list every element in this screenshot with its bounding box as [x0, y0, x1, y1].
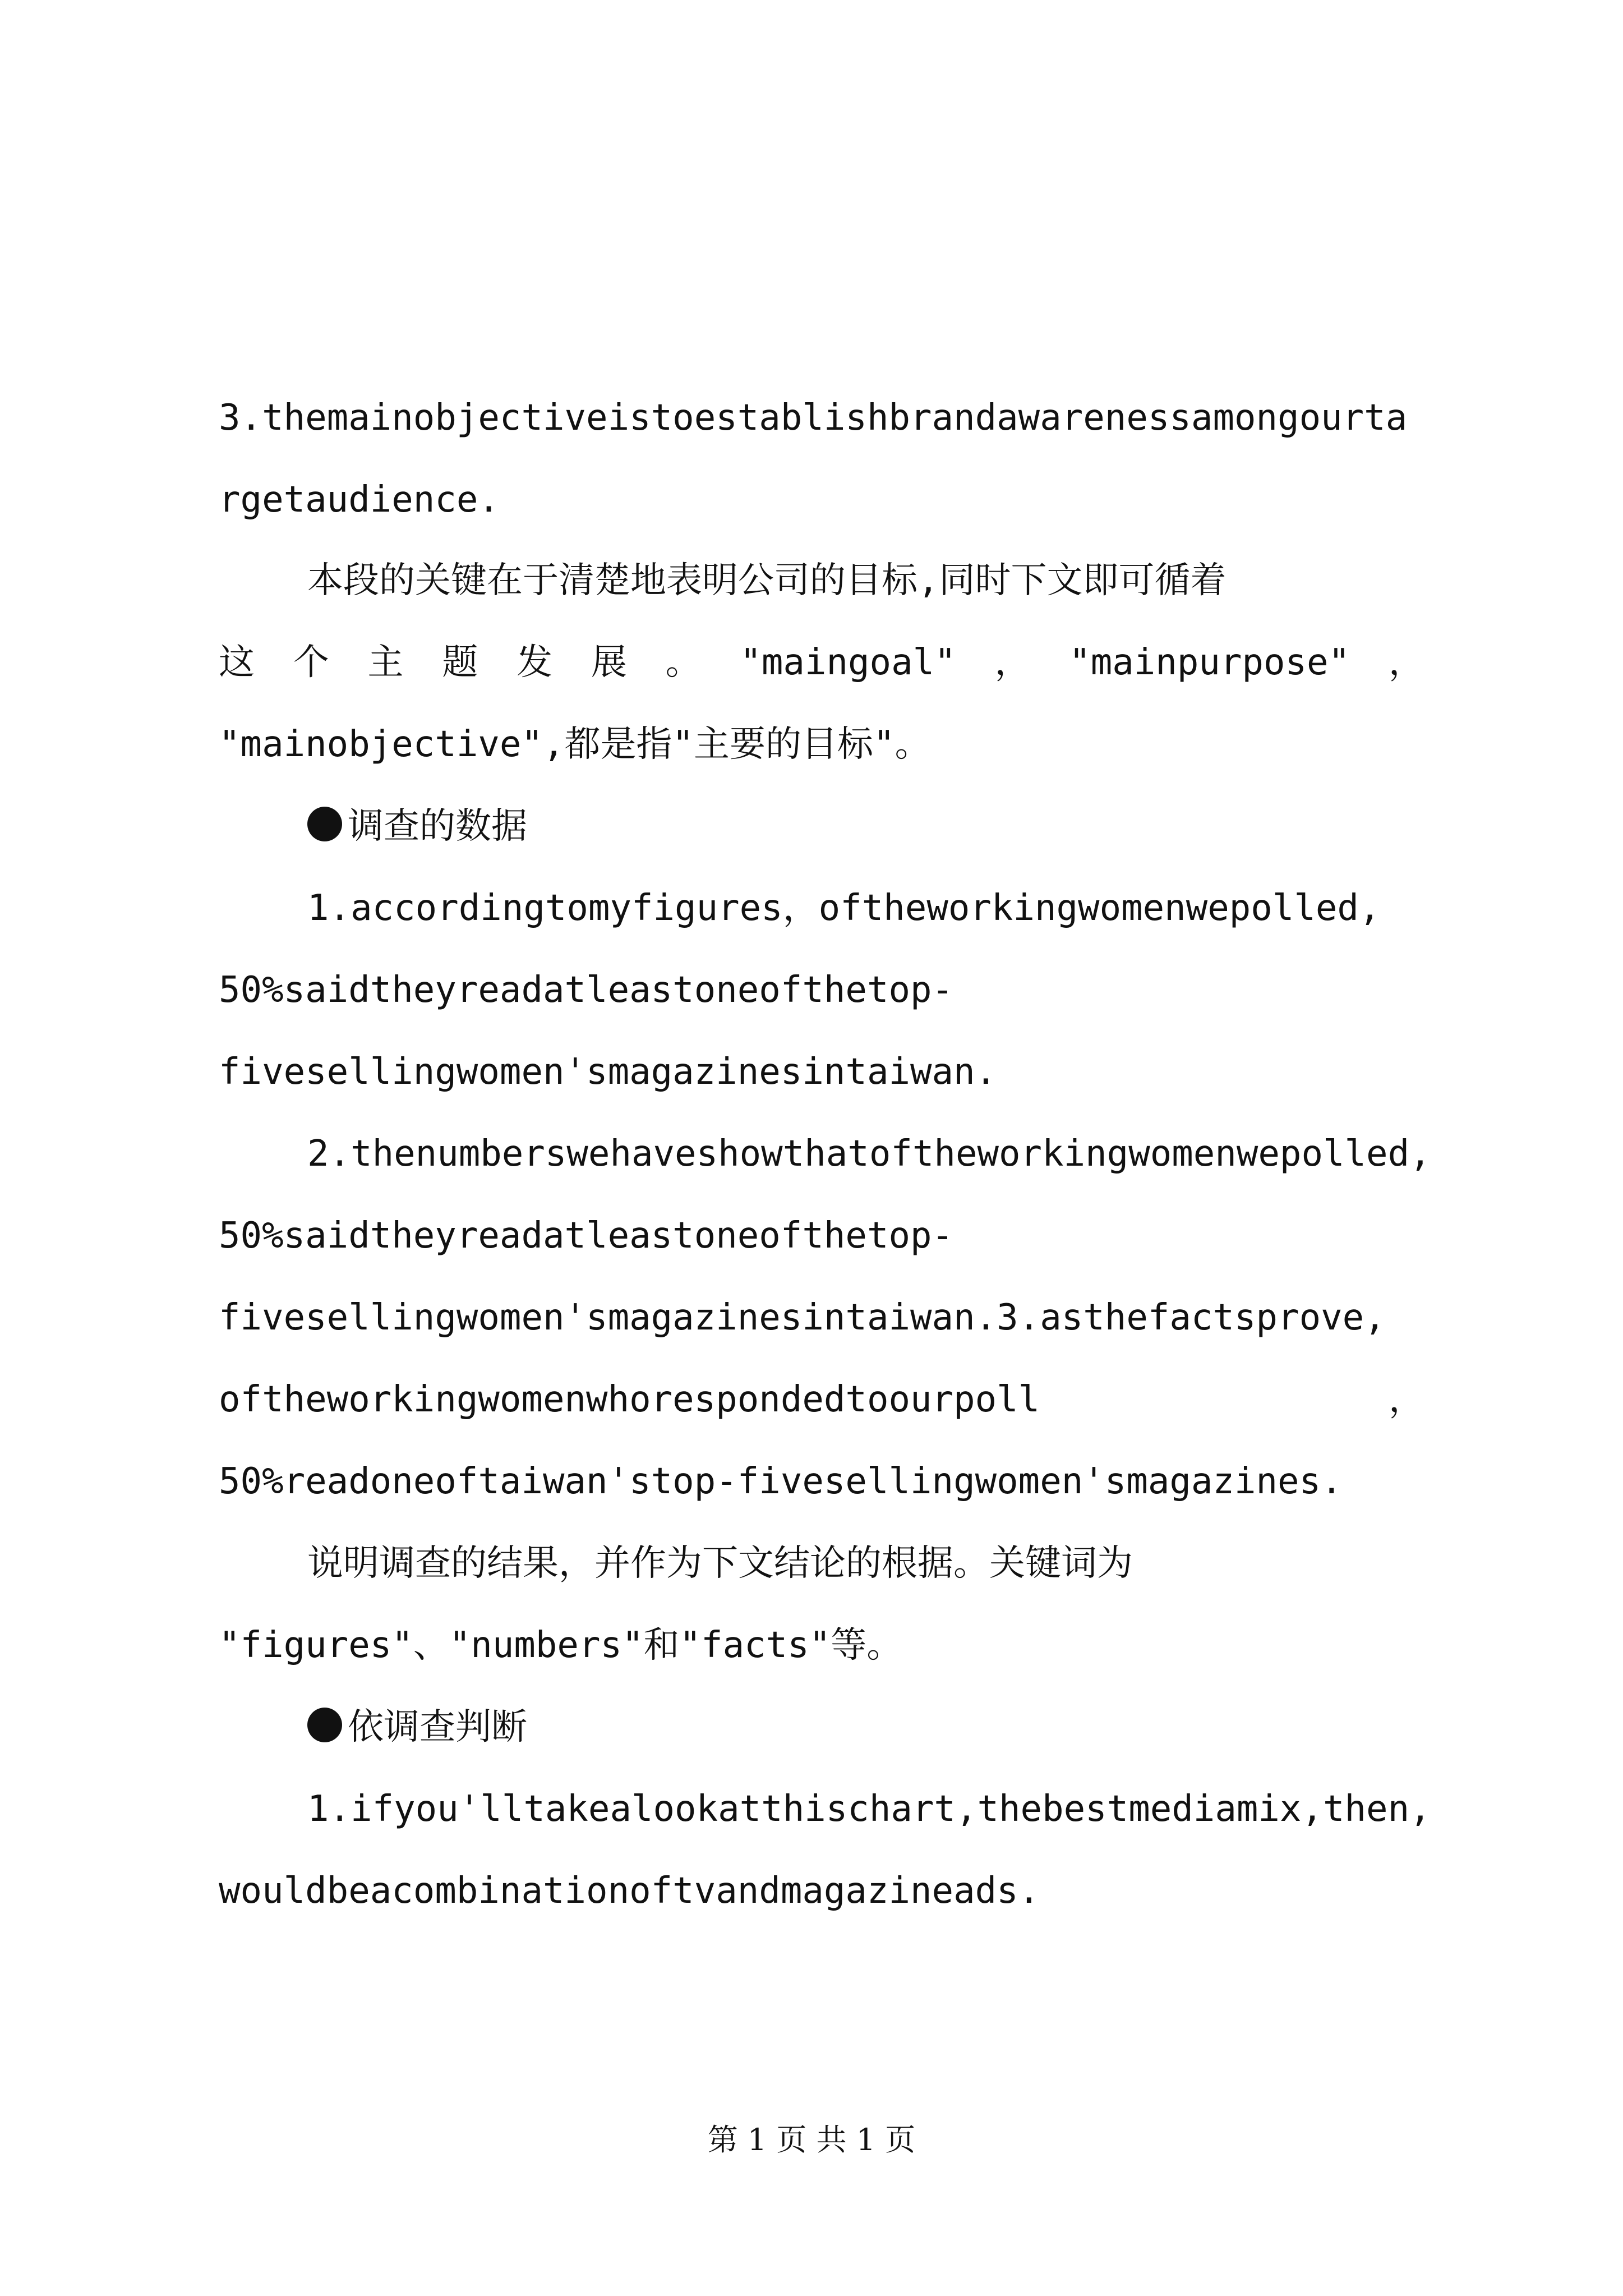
- text-segment: 。: [665, 642, 702, 683]
- text-segment: 题: [442, 642, 478, 683]
- section-heading: [307, 1702, 527, 1752]
- paragraph-line: "figures"、"numbers"和"facts"等。: [219, 1625, 903, 1666]
- paragraph-line: 50%saidtheyreadatleastoneofthetop-: [219, 969, 954, 1011]
- text-segment: ，: [1389, 1379, 1424, 1420]
- text-segment: 主: [367, 642, 404, 683]
- paragraph-line: wouldbeacombinationoftvandmagazineads.: [219, 1870, 1040, 1912]
- text-segment: 发: [517, 642, 553, 683]
- paragraph-line: 1.accordingtomyfigures，oftheworkingwomenwepolled,: [307, 887, 1381, 929]
- filled-circle-bullet-icon: [307, 1708, 342, 1742]
- paragraph-line: "mainobjective",都是指"主要的目标"。: [219, 724, 931, 765]
- text-segment: 个: [293, 642, 329, 683]
- paragraph-line: 1.ifyou'lltakealookatthischart,thebestmediamix,then,: [307, 1788, 1431, 1830]
- paragraph-line-justified: [219, 637, 1424, 688]
- section-heading-text: 调查的数据: [348, 806, 527, 847]
- filled-circle-bullet-icon: [307, 807, 342, 841]
- text-segment: "mainpurpose": [1069, 642, 1350, 683]
- page-number-footer: 第 1 页 共 1 页: [707, 2122, 916, 2157]
- paragraph-line: fivesellingwomen'smagazinesintaiwan.3.asthefactsprove,: [219, 1297, 1386, 1338]
- text-segment: 这: [219, 642, 255, 683]
- text-segment: 展: [591, 642, 627, 683]
- paragraph-line: 3.themainobjectiveistoestablishbrandawarenessamongourta: [219, 397, 1408, 439]
- section-heading-text: 依调查判断: [348, 1706, 527, 1748]
- paragraph-line: 2.thenumberswehaveshowthatoftheworkingwomenwepolled,: [307, 1133, 1431, 1175]
- text-segment: ，: [1388, 642, 1424, 683]
- paragraph-line: 50%readoneoftaiwan'stop-fivesellingwomen'smagazines.: [219, 1461, 1343, 1502]
- text-segment: "maingoal": [740, 642, 956, 683]
- paragraph-line: 说明调查的结果，并作为下文结论的根据。关键词为: [307, 1543, 1133, 1584]
- paragraph-line: rgetaudience.: [219, 479, 500, 521]
- paragraph-line: fivesellingwomen'smagazinesintaiwan.: [219, 1051, 997, 1093]
- text-segment: oftheworkingwomenwhorespondedtoourpoll: [219, 1379, 1040, 1420]
- paragraph-line: 本段的关键在于清楚地表明公司的目标,同时下文即可循着: [307, 560, 1227, 601]
- paragraph-line-justified: [219, 1374, 1424, 1425]
- paragraph-line: 50%saidtheyreadatleastoneofthetop-: [219, 1215, 954, 1257]
- section-heading: [307, 801, 527, 852]
- text-segment: ，: [994, 642, 1031, 683]
